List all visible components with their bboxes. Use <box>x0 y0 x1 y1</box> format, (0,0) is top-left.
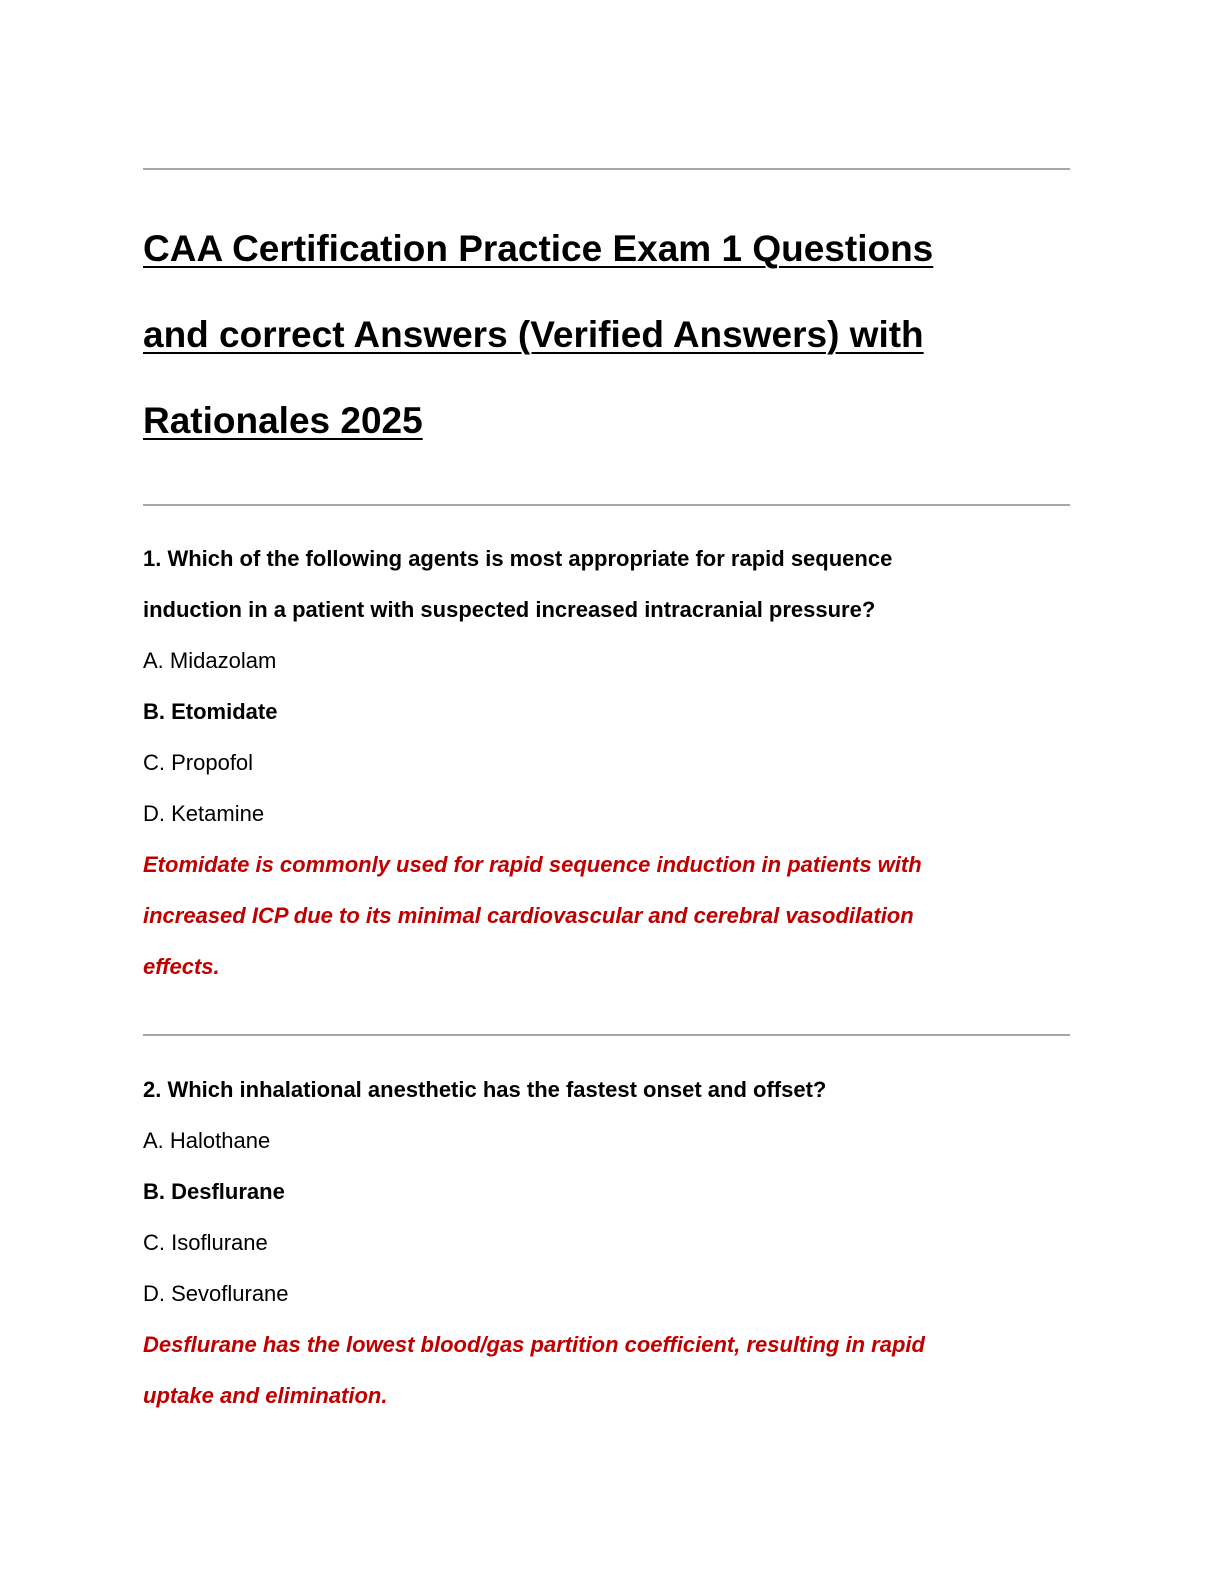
title-line-3: Rationales 2025 <box>143 400 423 441</box>
question-1-option-d: D. Ketamine <box>143 801 265 826</box>
title-divider <box>143 504 1070 506</box>
question-1-rationale-line-1: Etomidate is commonly used for rapid sequence induction in patients with <box>143 852 922 877</box>
top-divider <box>143 168 1070 170</box>
question-1-block <box>143 533 1083 992</box>
question-1-rationale-line-3: effects. <box>143 954 220 979</box>
question-2-rationale-line-2: uptake and elimination. <box>143 1383 388 1408</box>
question-2-option-a: A. Halothane <box>143 1128 271 1153</box>
document-title <box>143 206 1083 464</box>
question-divider <box>143 1034 1070 1036</box>
title-line-2: and correct Answers (Verified Answers) with <box>143 314 924 355</box>
question-1-option-c: C. Propofol <box>143 750 254 775</box>
question-1-option-a: A. Midazolam <box>143 648 277 673</box>
question-2-block <box>143 1064 1083 1421</box>
question-2-option-b-correct: B. Desflurane <box>143 1179 285 1204</box>
title-line-1: CAA Certification Practice Exam 1 Questions <box>143 228 934 269</box>
question-1-text-line-1: 1. Which of the following agents is most appropriate for rapid sequence <box>143 546 893 571</box>
question-1-option-b-correct: B. Etomidate <box>143 699 278 724</box>
question-2-text-line-1: 2. Which inhalational anesthetic has the fastest onset and offset? <box>143 1077 827 1102</box>
question-1-text-line-2: induction in a patient with suspected increased intracranial pressure? <box>143 597 876 622</box>
question-2-option-d: D. Sevoflurane <box>143 1281 289 1306</box>
question-2-rationale-line-1: Desflurane has the lowest blood/gas partition coefficient, resulting in rapid <box>143 1332 925 1357</box>
question-1-rationale-line-2: increased ICP due to its minimal cardiovascular and cerebral vasodilation <box>143 903 914 928</box>
question-2-option-c: C. Isoflurane <box>143 1230 268 1255</box>
